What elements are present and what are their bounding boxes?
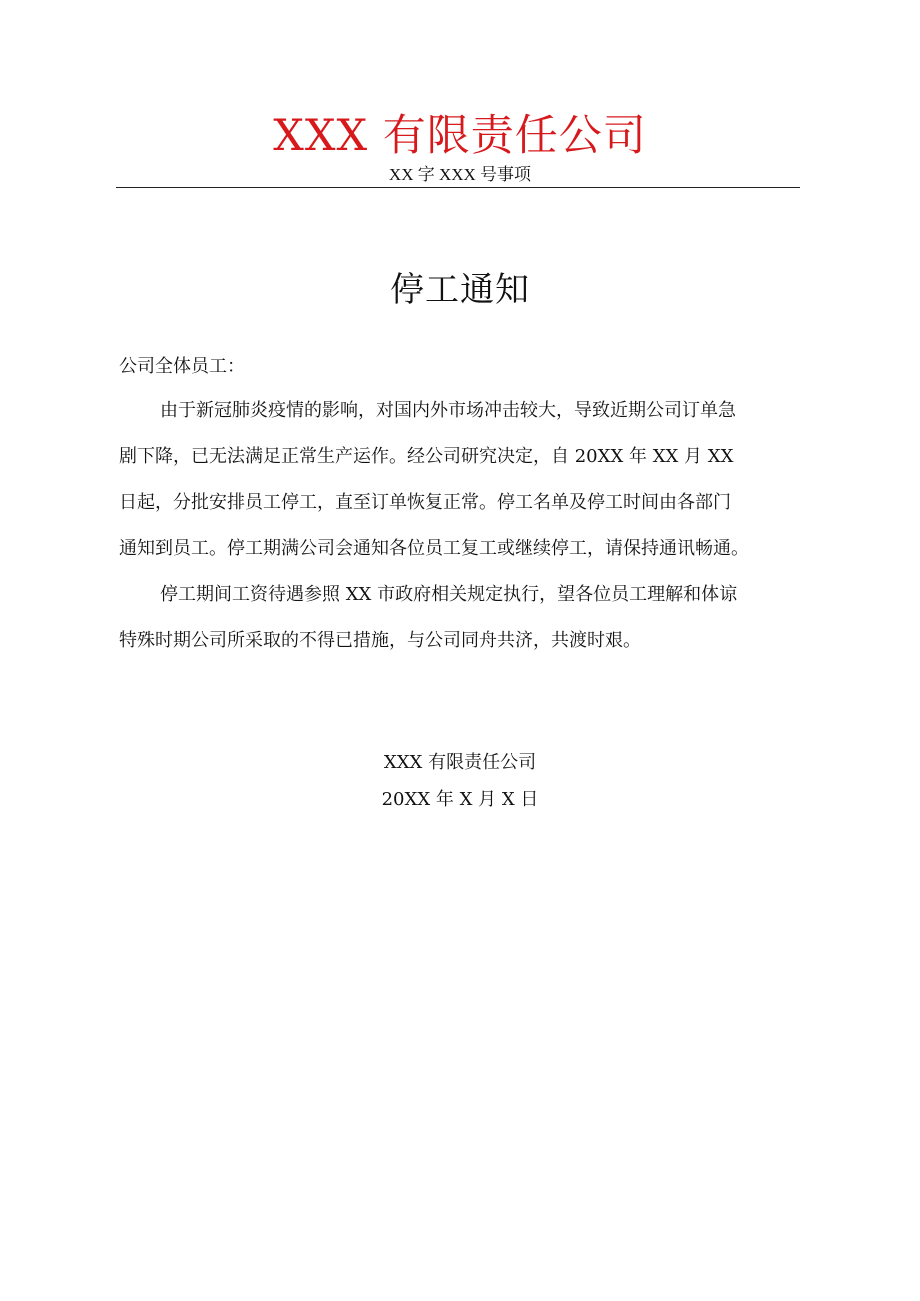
- company-letterhead: XXX 有限责任公司: [273, 111, 647, 161]
- document-number: XX 字 XXX 号事项: [388, 165, 532, 184]
- paragraph-1-line-4: 通知到员工。停工期满公司会通知各位员工复工或继续停工，请保持通讯畅通。: [119, 538, 749, 559]
- paragraph-2-line-1: 停工期间工资待遇参照 XX 市政府相关规定执行，望各位员工理解和体谅: [160, 584, 738, 605]
- header-divider: [116, 187, 800, 188]
- paragraph-1-line-1: 由于新冠肺炎疫情的影响，对国内外市场冲击较大，导致近期公司订单急: [160, 400, 736, 421]
- notice-title: 停工通知: [390, 270, 530, 310]
- signature-date: 20XX 年 X 月 X 日: [381, 789, 539, 810]
- paragraph-1-line-2: 剧下降，已无法满足正常生产运作。经公司研究决定，自 20XX 年 XX 月 XX: [119, 446, 734, 467]
- salutation: 公司全体员工：: [119, 356, 245, 377]
- signature-company: XXX 有限责任公司: [383, 752, 537, 773]
- paragraph-1-line-3: 日起，分批安排员工停工，直至订单恢复正常。停工名单及停工时间由各部门: [119, 492, 731, 513]
- paragraph-2-line-2: 特殊时期公司所采取的不得已措施，与公司同舟共济，共渡时艰。: [119, 630, 641, 651]
